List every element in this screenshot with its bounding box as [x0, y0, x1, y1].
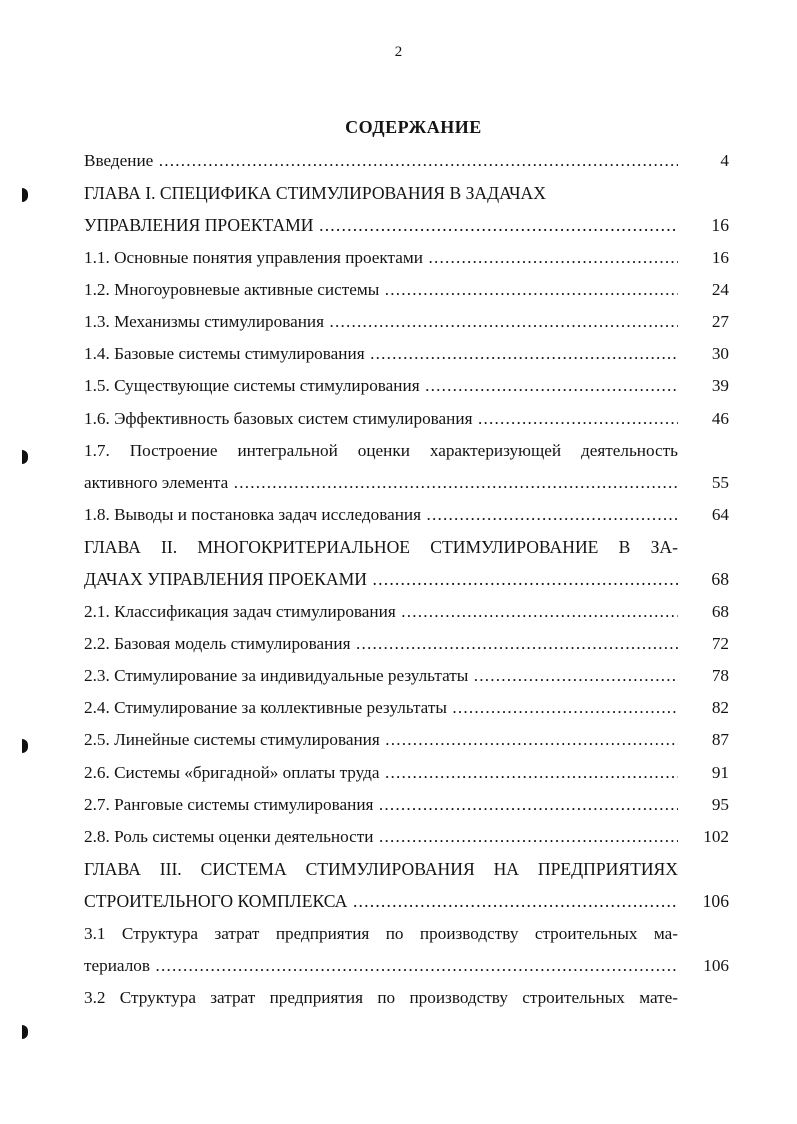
toc-entry-text: 2.7. Ранговые системы стимулирования ..... — [84, 789, 678, 821]
toc-entry-page: 16 — [711, 247, 729, 267]
toc-chapter-heading — [84, 177, 729, 209]
toc-entry — [84, 209, 729, 241]
toc-entry — [84, 403, 729, 435]
toc-entry-text: 2.2. Базовая модель стимулирования ..... — [84, 628, 678, 660]
toc-entry-page: 102 — [703, 826, 729, 846]
toc-entry-text: 2.1. Классификация задач стимулирования ..... — [84, 596, 678, 628]
toc-entry-text: 1.6. Эффективность базовых систем стимулирования ..... — [84, 403, 678, 435]
toc-entry-text: СТРОИТЕЛЬНОГО КОМПЛЕКСА ..... — [84, 885, 678, 917]
toc-entry-text: 1.7. Построение интегральной оценки характеризующей деятельность — [84, 440, 678, 460]
toc-entry — [84, 692, 729, 724]
toc-entry-page: 27 — [711, 311, 729, 331]
toc-entry — [84, 628, 729, 660]
toc-entry-text: 1.2. Многоуровневые активные системы ..... — [84, 274, 678, 306]
toc-entry-page: 72 — [711, 633, 729, 653]
toc-entry — [84, 242, 729, 274]
toc-entry-page: 95 — [711, 794, 729, 814]
toc-title: СОДЕРЖАНИЕ — [345, 117, 482, 137]
toc-entry-text: 2.4. Стимулирование за коллективные результаты ..... — [84, 692, 678, 724]
table-of-contents — [84, 145, 729, 1014]
toc-entry-text: териалов ..... — [84, 950, 678, 982]
toc-entry-text: ГЛАВА I. СПЕЦИФИКА СТИМУЛИРОВАНИЯ В ЗАДАЧАХ — [84, 183, 546, 204]
toc-entry-text: 1.3. Механизмы стимулирования ..... — [84, 306, 678, 338]
toc-entry-text: 2.5. Линейные системы стимулирования ..... — [84, 724, 678, 756]
toc-entry-text: УПРАВЛЕНИЯ ПРОЕКТАМИ ..... — [84, 209, 678, 241]
toc-entry-text: 1.8. Выводы и постановка задач исследования ..... — [84, 499, 678, 531]
toc-entry-text: ГЛАВА III. СИСТЕМА СТИМУЛИРОВАНИЯ НА ПРЕДПРИЯТИЯХ — [84, 859, 678, 880]
toc-entry-text: 2.6. Системы «бригадной» оплаты труда ..... — [84, 757, 678, 789]
binding-mark — [22, 1025, 28, 1039]
toc-entry-wrapped — [84, 982, 729, 1014]
toc-entry — [84, 338, 729, 370]
toc-entry — [84, 660, 729, 692]
toc-entry-page: 64 — [711, 505, 729, 525]
toc-entry-page: 55 — [711, 472, 729, 492]
toc-entry-text: 1.5. Существующие системы стимулирования ..... — [84, 370, 678, 402]
toc-entry-page: 68 — [711, 569, 729, 590]
toc-entry-page: 82 — [711, 698, 729, 718]
toc-entry-text: 3.2 Структура затрат предприятия по производству строительных мате- — [84, 987, 678, 1007]
toc-entry-text: ГЛАВА II. МНОГОКРИТЕРИАЛЬНОЕ СТИМУЛИРОВАНИЕ В ЗА- — [84, 537, 678, 558]
toc-entry-page: 4 — [720, 151, 729, 170]
toc-entry — [84, 950, 729, 982]
toc-entry-text: 2.8. Роль системы оценки деятельности ..... — [84, 821, 678, 853]
toc-entry-page: 68 — [711, 601, 729, 621]
toc-entry — [84, 724, 729, 756]
toc-entry-page: 106 — [703, 955, 729, 975]
toc-entry — [84, 499, 729, 531]
toc-entry-wrapped — [84, 435, 729, 467]
toc-entry — [84, 789, 729, 821]
toc-entry-page: 16 — [711, 215, 729, 236]
toc-entry-text: ДАЧАХ УПРАВЛЕНИЯ ПРОЕКАМИ ..... — [84, 563, 678, 595]
toc-entry — [84, 145, 729, 177]
toc-entry-text: Введение ..... — [84, 145, 678, 177]
toc-entry-page: 106 — [702, 891, 729, 912]
toc-entry — [84, 370, 729, 402]
toc-entry — [84, 563, 729, 595]
toc-entry-page: 78 — [711, 666, 729, 685]
binding-mark — [22, 450, 28, 464]
toc-entry-page: 30 — [711, 344, 729, 364]
toc-entry-page: 39 — [711, 376, 729, 396]
toc-entry-page: 46 — [711, 408, 729, 428]
toc-chapter-heading — [84, 853, 729, 885]
toc-entry — [84, 821, 729, 853]
binding-mark — [22, 188, 28, 202]
toc-entry — [84, 596, 729, 628]
toc-entry-text: 2.3. Стимулирование за индивидуальные результаты ..... — [84, 660, 678, 692]
toc-entry-page: 91 — [711, 762, 729, 782]
toc-entry — [84, 885, 729, 917]
toc-entry-page: 24 — [711, 279, 729, 299]
toc-entry — [84, 274, 729, 306]
toc-entry-page: 87 — [711, 730, 729, 750]
toc-entry-wrapped — [84, 918, 729, 950]
toc-entry-text: активного элемента ..... — [84, 467, 678, 499]
binding-mark — [22, 739, 28, 753]
toc-entry — [84, 306, 729, 338]
toc-entry-text: 1.1. Основные понятия управления проектами ..... — [84, 242, 678, 274]
page-number: 2 — [394, 44, 403, 60]
toc-entry-text: 3.1 Структура затрат предприятия по производству строительных ма- — [84, 923, 678, 943]
toc-chapter-heading — [84, 531, 729, 563]
toc-entry — [84, 467, 729, 499]
toc-entry — [84, 757, 729, 789]
toc-entry-text: 1.4. Базовые системы стимулирования ..... — [84, 338, 678, 370]
